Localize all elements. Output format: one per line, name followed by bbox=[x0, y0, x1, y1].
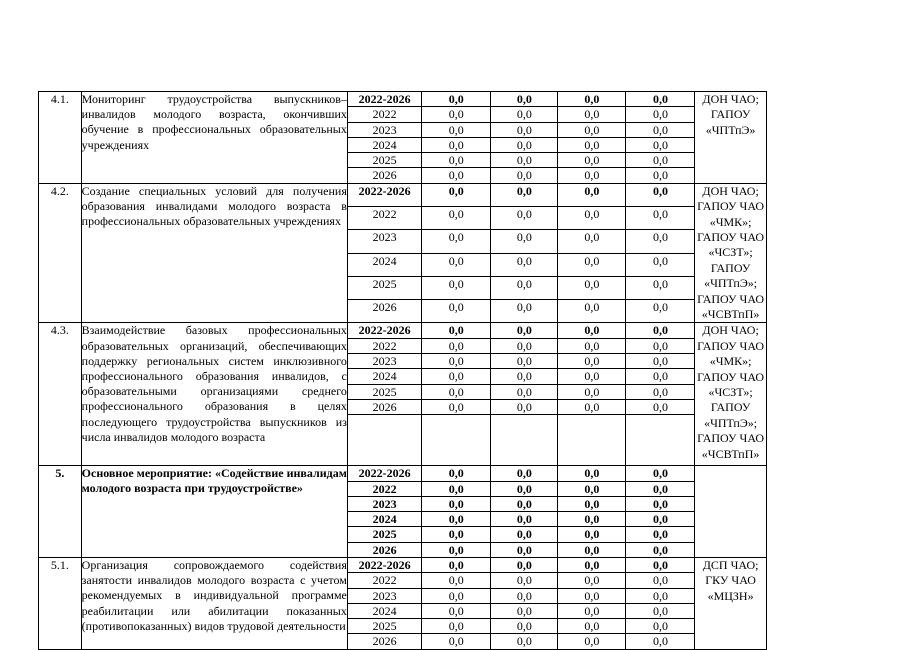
value-cell: 0,0 bbox=[422, 300, 491, 323]
value-cell: 0,0 bbox=[558, 168, 626, 183]
activity-description: Основное мероприятие: «Содействие инвалидам молодого возраста при трудоустройстве» bbox=[81, 466, 347, 558]
value-cell: 0,0 bbox=[491, 634, 558, 649]
value-cell: 0,0 bbox=[422, 153, 491, 168]
activity-description: Мониторинг трудоустройства выпускников–инвалидов молодого возраста, окончивших обучение в профессиональных образовательных учреждениях bbox=[81, 92, 347, 184]
row-number: 4.3. bbox=[39, 323, 82, 466]
year-cell: 2026 bbox=[347, 399, 421, 414]
value-cell: 0,0 bbox=[626, 183, 695, 206]
empty-cell bbox=[347, 415, 421, 466]
activity-description: Создание специальных условий для получения образования инвалидами молодого возраста в профессиональных образовательных учреждениях bbox=[81, 183, 347, 323]
value-cell: 0,0 bbox=[422, 276, 491, 299]
value-cell: 0,0 bbox=[422, 92, 491, 107]
value-cell: 0,0 bbox=[626, 542, 695, 557]
program-activities-table bbox=[38, 91, 905, 650]
year-cell: 2026 bbox=[347, 168, 421, 183]
value-cell: 0,0 bbox=[422, 619, 491, 634]
value-cell: 0,0 bbox=[626, 137, 695, 152]
value-cell: 0,0 bbox=[626, 338, 695, 353]
empty-cell bbox=[491, 415, 558, 466]
activity-description: Организация сопровождаемого содействия занятости инвалидов молодого возраста с учетом рекомендуемых в индивидуальной программе реабилитации или абилитации показанных (противопоказанных) видов трудовой деятельности bbox=[81, 558, 347, 650]
value-cell: 0,0 bbox=[558, 481, 626, 496]
value-cell: 0,0 bbox=[558, 512, 626, 527]
value-cell: 0,0 bbox=[491, 92, 558, 107]
value-cell: 0,0 bbox=[491, 338, 558, 353]
value-cell: 0,0 bbox=[626, 603, 695, 618]
year-cell: 2022-2026 bbox=[347, 183, 421, 206]
year-cell: 2022-2026 bbox=[347, 466, 421, 481]
value-cell: 0,0 bbox=[558, 619, 626, 634]
value-cell: 0,0 bbox=[558, 634, 626, 649]
value-cell: 0,0 bbox=[626, 168, 695, 183]
value-cell: 0,0 bbox=[626, 107, 695, 122]
value-cell: 0,0 bbox=[558, 207, 626, 230]
value-cell: 0,0 bbox=[491, 466, 558, 481]
table-row bbox=[39, 558, 905, 573]
value-cell: 0,0 bbox=[626, 496, 695, 511]
year-cell: 2024 bbox=[347, 253, 421, 276]
value-cell: 0,0 bbox=[422, 207, 491, 230]
year-cell: 2022 bbox=[347, 338, 421, 353]
value-cell: 0,0 bbox=[422, 369, 491, 384]
responsible-executors bbox=[695, 466, 766, 558]
row-number: 4.1. bbox=[39, 92, 82, 184]
value-cell: 0,0 bbox=[558, 384, 626, 399]
value-cell: 0,0 bbox=[491, 137, 558, 152]
value-cell: 0,0 bbox=[626, 384, 695, 399]
value-cell: 0,0 bbox=[558, 183, 626, 206]
value-cell: 0,0 bbox=[422, 558, 491, 573]
value-cell: 0,0 bbox=[491, 573, 558, 588]
value-cell: 0,0 bbox=[558, 558, 626, 573]
table-row bbox=[39, 466, 905, 481]
empty-cell bbox=[558, 415, 626, 466]
year-cell: 2022-2026 bbox=[347, 92, 421, 107]
value-cell: 0,0 bbox=[491, 603, 558, 618]
value-cell: 0,0 bbox=[422, 354, 491, 369]
value-cell: 0,0 bbox=[558, 527, 626, 542]
value-cell: 0,0 bbox=[558, 107, 626, 122]
year-cell: 2023 bbox=[347, 588, 421, 603]
value-cell: 0,0 bbox=[626, 619, 695, 634]
value-cell: 0,0 bbox=[422, 253, 491, 276]
value-cell: 0,0 bbox=[491, 168, 558, 183]
value-cell: 0,0 bbox=[422, 527, 491, 542]
responsible-executors: ДОН ЧАО; ГАПОУ ЧАО «ЧМК»; ГАПОУ ЧАО «ЧСЗТ»; ГАПОУ «ЧПТпЭ»; ГАПОУ ЧАО «ЧСВТпП» bbox=[695, 183, 766, 323]
value-cell: 0,0 bbox=[491, 588, 558, 603]
value-cell: 0,0 bbox=[422, 338, 491, 353]
table-row bbox=[39, 183, 905, 206]
value-cell: 0,0 bbox=[558, 92, 626, 107]
value-cell: 0,0 bbox=[422, 542, 491, 557]
value-cell: 0,0 bbox=[491, 354, 558, 369]
value-cell: 0,0 bbox=[491, 369, 558, 384]
value-cell: 0,0 bbox=[626, 230, 695, 253]
value-cell: 0,0 bbox=[626, 512, 695, 527]
value-cell: 0,0 bbox=[626, 466, 695, 481]
year-cell: 2025 bbox=[347, 276, 421, 299]
value-cell: 0,0 bbox=[491, 558, 558, 573]
value-cell: 0,0 bbox=[558, 137, 626, 152]
value-cell: 0,0 bbox=[558, 369, 626, 384]
value-cell: 0,0 bbox=[491, 496, 558, 511]
value-cell: 0,0 bbox=[491, 183, 558, 206]
value-cell: 0,0 bbox=[422, 137, 491, 152]
value-cell: 0,0 bbox=[422, 399, 491, 414]
value-cell: 0,0 bbox=[626, 276, 695, 299]
year-cell: 2022-2026 bbox=[347, 323, 421, 338]
row-number: 4.2. bbox=[39, 183, 82, 323]
value-cell: 0,0 bbox=[626, 122, 695, 137]
value-cell: 0,0 bbox=[558, 542, 626, 557]
value-cell: 0,0 bbox=[491, 276, 558, 299]
value-cell: 0,0 bbox=[422, 466, 491, 481]
value-cell: 0,0 bbox=[626, 588, 695, 603]
value-cell: 0,0 bbox=[626, 323, 695, 338]
value-cell: 0,0 bbox=[558, 603, 626, 618]
value-cell: 0,0 bbox=[626, 558, 695, 573]
year-cell: 2024 bbox=[347, 603, 421, 618]
value-cell: 0,0 bbox=[422, 573, 491, 588]
value-cell: 0,0 bbox=[491, 481, 558, 496]
table-body bbox=[39, 92, 905, 650]
value-cell: 0,0 bbox=[626, 369, 695, 384]
value-cell: 0,0 bbox=[626, 399, 695, 414]
year-cell: 2024 bbox=[347, 512, 421, 527]
value-cell: 0,0 bbox=[626, 481, 695, 496]
year-cell: 2024 bbox=[347, 137, 421, 152]
value-cell: 0,0 bbox=[422, 323, 491, 338]
year-cell: 2025 bbox=[347, 527, 421, 542]
year-cell: 2026 bbox=[347, 300, 421, 323]
value-cell: 0,0 bbox=[422, 168, 491, 183]
value-cell: 0,0 bbox=[626, 354, 695, 369]
year-cell: 2022 bbox=[347, 481, 421, 496]
value-cell: 0,0 bbox=[626, 573, 695, 588]
year-cell: 2023 bbox=[347, 122, 421, 137]
value-cell: 0,0 bbox=[491, 207, 558, 230]
year-cell: 2022 bbox=[347, 573, 421, 588]
value-cell: 0,0 bbox=[422, 588, 491, 603]
value-cell: 0,0 bbox=[558, 496, 626, 511]
year-cell: 2024 bbox=[347, 369, 421, 384]
value-cell: 0,0 bbox=[626, 300, 695, 323]
value-cell: 0,0 bbox=[626, 634, 695, 649]
value-cell: 0,0 bbox=[491, 300, 558, 323]
value-cell: 0,0 bbox=[558, 253, 626, 276]
value-cell: 0,0 bbox=[491, 230, 558, 253]
value-cell: 0,0 bbox=[626, 527, 695, 542]
value-cell: 0,0 bbox=[558, 153, 626, 168]
value-cell: 0,0 bbox=[422, 512, 491, 527]
value-cell: 0,0 bbox=[491, 122, 558, 137]
year-cell: 2023 bbox=[347, 354, 421, 369]
value-cell: 0,0 bbox=[491, 512, 558, 527]
year-cell: 2023 bbox=[347, 496, 421, 511]
value-cell: 0,0 bbox=[491, 399, 558, 414]
responsible-executors: ДОН ЧАО; ГАПОУ ЧАО «ЧМК»; ГАПОУ ЧАО «ЧСЗТ»; ГАПОУ «ЧПТпЭ»; ГАПОУ ЧАО «ЧСВТпП» bbox=[695, 323, 766, 466]
row-number: 5. bbox=[39, 466, 82, 558]
value-cell: 0,0 bbox=[422, 183, 491, 206]
value-cell: 0,0 bbox=[491, 384, 558, 399]
value-cell: 0,0 bbox=[558, 354, 626, 369]
value-cell: 0,0 bbox=[491, 527, 558, 542]
year-cell: 2025 bbox=[347, 153, 421, 168]
value-cell: 0,0 bbox=[491, 107, 558, 122]
empty-cell bbox=[422, 415, 491, 466]
value-cell: 0,0 bbox=[558, 466, 626, 481]
value-cell: 0,0 bbox=[491, 323, 558, 338]
year-cell: 2022 bbox=[347, 107, 421, 122]
value-cell: 0,0 bbox=[422, 107, 491, 122]
value-cell: 0,0 bbox=[558, 300, 626, 323]
table-row bbox=[39, 92, 905, 107]
value-cell: 0,0 bbox=[491, 253, 558, 276]
value-cell: 0,0 bbox=[558, 399, 626, 414]
activity-description: Взаимодействие базовых профессиональных образовательных организаций, обеспечивающих поддержку региональных систем инклюзивного профессионального образования инвалидов, с образовательными организациями среднего профессионального образования в целях последующего трудоустройства выпускников из числа инвалидов молодого возраста bbox=[81, 323, 347, 466]
year-cell: 2022 bbox=[347, 207, 421, 230]
value-cell: 0,0 bbox=[626, 153, 695, 168]
value-cell: 0,0 bbox=[558, 122, 626, 137]
value-cell: 0,0 bbox=[626, 207, 695, 230]
value-cell: 0,0 bbox=[558, 588, 626, 603]
responsible-executors: ДСП ЧАО; ГКУ ЧАО «МЦЗН» bbox=[695, 558, 766, 650]
value-cell: 0,0 bbox=[558, 230, 626, 253]
year-cell: 2026 bbox=[347, 634, 421, 649]
value-cell: 0,0 bbox=[626, 92, 695, 107]
value-cell: 0,0 bbox=[422, 603, 491, 618]
table-row bbox=[39, 323, 905, 338]
year-cell: 2025 bbox=[347, 384, 421, 399]
value-cell: 0,0 bbox=[491, 542, 558, 557]
value-cell: 0,0 bbox=[558, 276, 626, 299]
empty-cell bbox=[626, 415, 695, 466]
value-cell: 0,0 bbox=[422, 634, 491, 649]
year-cell: 2026 bbox=[347, 542, 421, 557]
value-cell: 0,0 bbox=[422, 230, 491, 253]
value-cell: 0,0 bbox=[558, 338, 626, 353]
year-cell: 2022-2026 bbox=[347, 558, 421, 573]
value-cell: 0,0 bbox=[491, 153, 558, 168]
value-cell: 0,0 bbox=[491, 619, 558, 634]
year-cell: 2023 bbox=[347, 230, 421, 253]
year-cell: 2025 bbox=[347, 619, 421, 634]
value-cell: 0,0 bbox=[558, 573, 626, 588]
value-cell: 0,0 bbox=[422, 384, 491, 399]
row-number: 5.1. bbox=[39, 558, 82, 650]
responsible-executors: ДОН ЧАО; ГАПОУ «ЧПТпЭ» bbox=[695, 92, 766, 184]
value-cell: 0,0 bbox=[422, 496, 491, 511]
value-cell: 0,0 bbox=[422, 481, 491, 496]
value-cell: 0,0 bbox=[422, 122, 491, 137]
value-cell: 0,0 bbox=[626, 253, 695, 276]
value-cell: 0,0 bbox=[558, 323, 626, 338]
